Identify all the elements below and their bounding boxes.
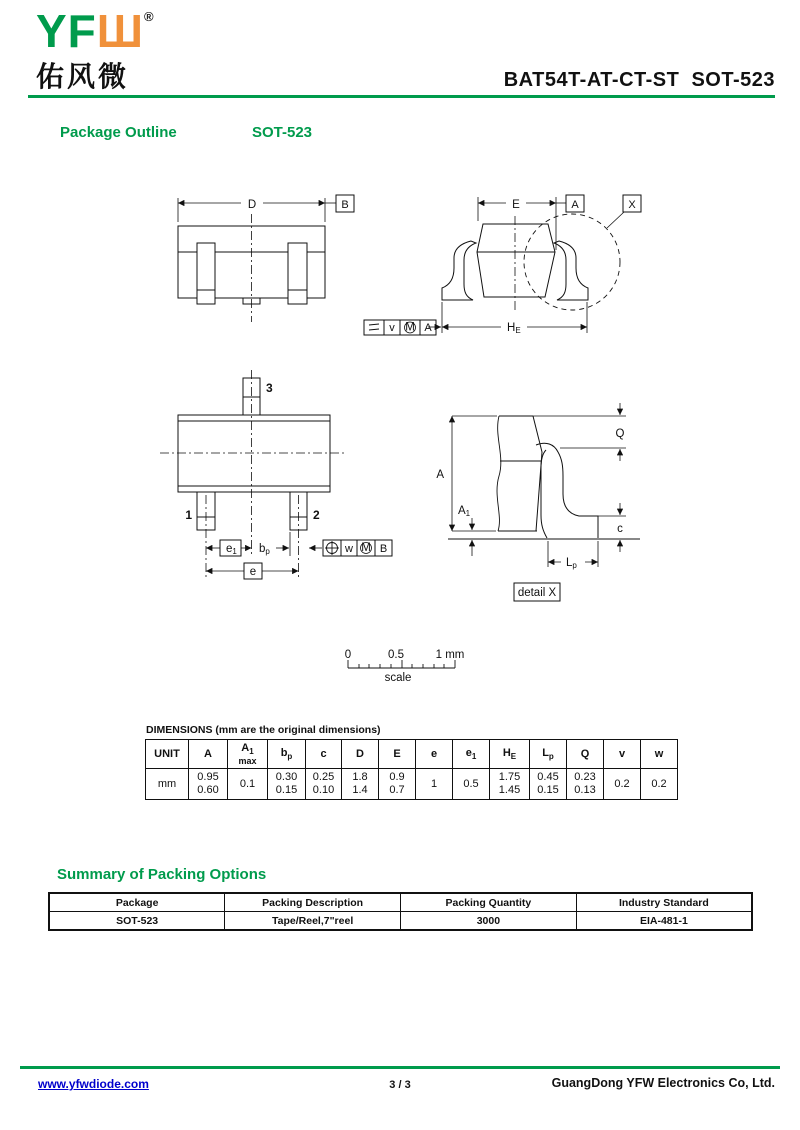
lead-right [288, 243, 307, 304]
value-e1: 0.5 [453, 769, 490, 800]
packing-header-row [49, 893, 752, 912]
detail-x-caption: detail X [517, 587, 557, 599]
company-name: GuangDong YFW Electronics Co, Ltd. [551, 1076, 775, 1090]
value-bp: 0.30 0.15 [268, 769, 306, 800]
value-A: 0.95 0.60 [189, 769, 228, 800]
packing-section-title: Summary of Packing Options [57, 866, 267, 883]
modifier-M: M [405, 321, 415, 334]
bottom-view [160, 370, 392, 579]
parallel-lines-symbol [369, 329, 379, 330]
dim-label-E: E [512, 199, 520, 211]
packing-standard: EIA-481-1 [576, 912, 752, 931]
scale-caption: scale [384, 672, 412, 684]
lead-left-gullwing [442, 241, 476, 300]
tolerance-frame-front [364, 320, 441, 335]
detail-ref-label-X: X [628, 199, 636, 211]
frame-datum-B: B [379, 543, 388, 555]
pin2-number: 2 [313, 508, 320, 522]
col-header-c: c [306, 740, 342, 769]
packing-col-description: Packing Description [225, 893, 401, 912]
value-E: 0.9 0.7 [379, 769, 416, 800]
section-title: Package Outline [60, 124, 177, 141]
value-w: 0.2 [641, 769, 678, 800]
detail-x-view [436, 403, 640, 601]
datum-label-B: B [341, 199, 349, 211]
registered-mark-icon: ® [144, 9, 154, 24]
dimensions-header-row [146, 740, 678, 769]
parallel-lines-symbol [369, 324, 379, 325]
scale-tick-05: 0.5 [388, 649, 404, 661]
document-title: BAT54T-AT-CT-ST SOT-523 [503, 69, 775, 91]
front-view [364, 195, 641, 335]
body-break-line [497, 416, 501, 531]
leader-line-X [607, 212, 624, 228]
frame-tolerance-v: v [389, 322, 395, 334]
scale-tick-0: 0 [344, 649, 352, 661]
dim-label-A1: A1 [457, 505, 471, 518]
col-header-A: A [189, 740, 228, 769]
value-unit: mm [146, 769, 189, 800]
col-header-E: E [379, 740, 416, 769]
package-body-front-view [477, 224, 555, 297]
dimensions-value-row [146, 769, 678, 800]
frame-datum-A: A [424, 322, 432, 334]
packing-value-row [49, 912, 752, 931]
website-link[interactable]: www.yfwdiode.com [38, 1077, 149, 1091]
detail-x-circle [524, 214, 620, 310]
dim-label-bp: bp [259, 543, 270, 556]
scale-tick-1mm: 1 mm [435, 649, 465, 661]
lead-outer-profile [536, 443, 598, 538]
col-header-HE: $H_E$ [490, 740, 530, 769]
frame-cell [364, 320, 384, 335]
package-body-bottom-view [178, 415, 330, 492]
col-header-A1max: $A_1$ max [228, 740, 268, 769]
col-header-Lp: $L_p$ [530, 740, 567, 769]
dim-label-Q: Q [615, 428, 625, 440]
col-header-unit: UNIT [146, 740, 189, 769]
package-name: SOT-523 [252, 124, 313, 141]
packing-quantity: 3000 [401, 912, 577, 931]
page-number: 3 / 3 [389, 1079, 411, 1091]
logo-w-mark: Ш [96, 5, 145, 57]
col-header-v: v [604, 740, 641, 769]
lead-right-gullwing [554, 241, 588, 300]
dim-label-A: A [436, 469, 444, 481]
lead-left [197, 243, 215, 304]
packing-col-standard: Industry Standard [576, 893, 752, 912]
footer-divider [20, 1066, 780, 1069]
value-D: 1.8 1.4 [342, 769, 379, 800]
packing-col-quantity: Packing Quantity [401, 893, 577, 912]
packing-description: Tape/Reel,7"reel [225, 912, 401, 931]
col-header-D: D [342, 740, 379, 769]
datum-label-A: A [571, 199, 579, 211]
dimensions-table-title: DIMENSIONS (mm are the original dimensions) [146, 724, 381, 736]
dim-label-e: e [249, 566, 257, 578]
logo-chinese-name: 佑风微 [36, 60, 130, 92]
col-header-e1: $e_1$ [453, 740, 490, 769]
value-A1max: 0.1 [228, 769, 268, 800]
lead-inner-profile [541, 450, 547, 538]
value-Q: 0.23 0.13 [567, 769, 604, 800]
scale-bar [345, 649, 465, 684]
logo-yf-text: YF [36, 5, 97, 57]
value-c: 0.25 0.10 [306, 769, 342, 800]
packing-package: SOT-523 [49, 912, 225, 931]
modifier-M: M [361, 542, 371, 554]
tolerance-frame-bottom [309, 540, 392, 556]
value-v: 0.2 [604, 769, 641, 800]
dim-label-c: c [617, 523, 623, 535]
top-view [178, 195, 354, 322]
dimensions-table [145, 739, 678, 800]
dim-label-HE: HE [507, 322, 521, 335]
col-header-w: w [641, 740, 678, 769]
value-HE: 1.75 1.45 [490, 769, 530, 800]
dim-label-e1: e1 [226, 543, 237, 556]
col-header-bp: $b_p$ [268, 740, 306, 769]
col-header-e: e [416, 740, 453, 769]
scale-ruler-ticks [348, 660, 455, 668]
value-Lp: 0.45 0.15 [530, 769, 567, 800]
value-e: 1 [416, 769, 453, 800]
packing-col-package: Package [49, 893, 225, 912]
packing-table [48, 892, 753, 931]
frame-tolerance-w: w [345, 543, 353, 555]
col-header-Q: Q [567, 740, 604, 769]
dim-label-Lp: Lp [566, 557, 577, 570]
dim-label-D: D [247, 199, 257, 211]
pin1-number: 1 [185, 508, 192, 522]
pin3-number: 3 [266, 381, 273, 395]
